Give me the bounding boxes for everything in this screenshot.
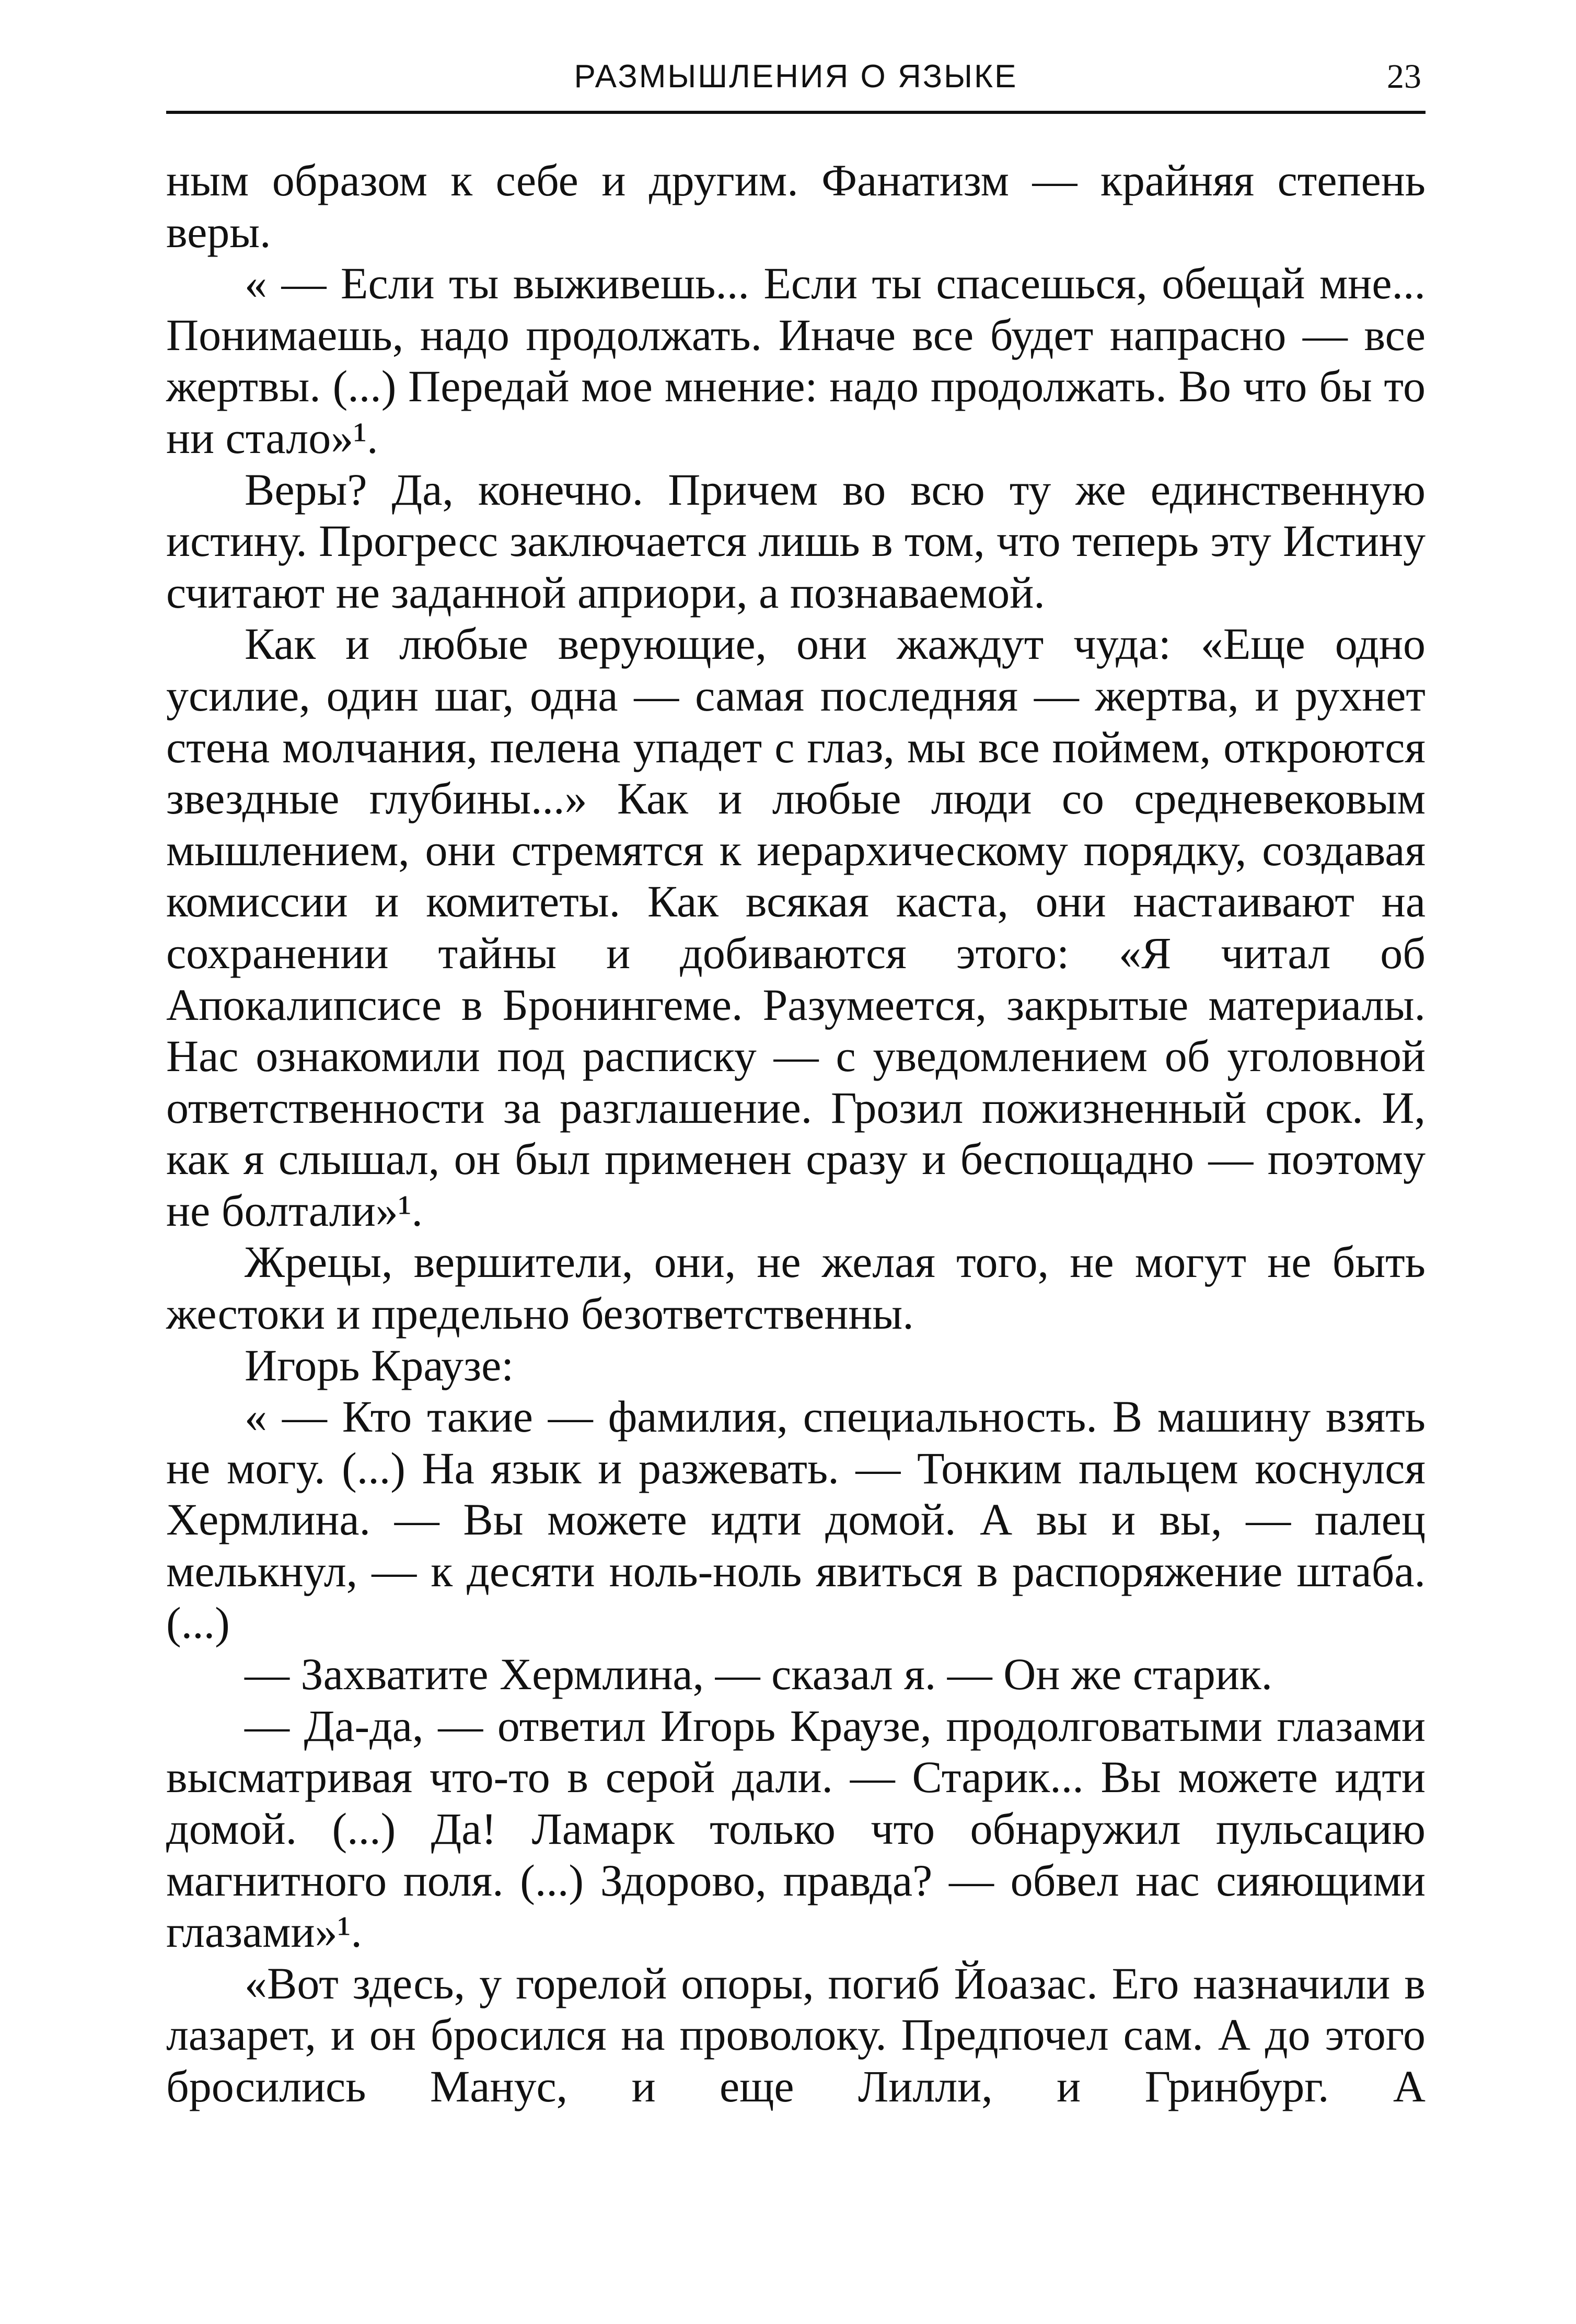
running-title: РАЗМЫШЛЕНИЯ О ЯЗЫКЕ [574, 59, 1018, 95]
paragraph: — Да-да, — ответил Игорь Краузе, продолговатыми глазами высматривая что-то в серой дали. — Старик... Вы можете идти домой. (...) Да! Ламарк только что обнаружил пульсацию магнитного поля. (...) Здорово, правда? — обвел нас сияющими глазами»¹. [166, 1700, 1426, 1957]
paragraph: Игорь Краузе: [245, 1340, 514, 1390]
book-page [166, 0, 1426, 2324]
paragraph: ным образом к себе и другим. Фанатизм — крайняя степень веры. [166, 155, 1426, 257]
body-text [166, 155, 1426, 2112]
page-number: 23 [1387, 57, 1421, 96]
paragraph: Жрецы, вершители, они, не желая того, не могут не быть жестоки и предельно безответственны. [166, 1237, 1426, 1339]
header-rule [166, 111, 1426, 114]
paragraph: «Вот здесь, у горелой опоры, погиб Йоазас. Его назначили в лазарет, и он бросился на проволоку. Предпочел сам. А до этого бросились Манус, и еще Лилли, и Гринбург. А [166, 1958, 1426, 2111]
paragraph: — Захватите Хермлина, — сказал я. — Он же старик. [245, 1649, 1273, 1700]
running-head [166, 48, 1426, 111]
paragraph: Как и любые верующие, они жаждут чуда: «Еще одно усилие, один шаг, одна — самая последняя — жертва, и рухнет стена молчания, пелена упадет с глаз, мы все поймем, откроются звездные глубины...» Как и любые люди со средневековым мышлением, они стремятся к иерархическому порядку, создавая комиссии и комитеты. Как всякая каста, они настаивают на сохранении тайны и добиваются этого: «Я читал об Апокалипсисе в Бронингеме. Разумеется, закрытые материалы. Нас ознакомили под расписку — с уведомлением об уголовной ответственности за разглашение. Грозил пожизненный срок. И, как я слышал, он был применен сразу и беспощадно — поэтому не болтали»¹. [166, 619, 1426, 1236]
paragraph: « — Если ты выживешь... Если ты спасешься, обещай мне... Понимаешь, надо продолжать. Иначе все будет напрасно — все жертвы. (...) Передай мое мнение: надо продолжать. Во что бы то ни стало»¹. [166, 258, 1426, 463]
paragraph: Веры? Да, конечно. Причем во всю ту же единственную истину. Прогресс заключается лишь в том, что теперь эту Истину считают не заданной априори, а познаваемой. [166, 464, 1426, 618]
paragraph: « — Кто такие — фамилия, специальность. В машину взять не могу. (...) На язык и разжевать. — Тонким пальцем коснулся Хермлина. — Вы можете идти домой. А вы и вы, — палец мелькнул, — к десяти ноль-ноль явиться в распоряжение штаба. (...) [166, 1391, 1426, 1648]
